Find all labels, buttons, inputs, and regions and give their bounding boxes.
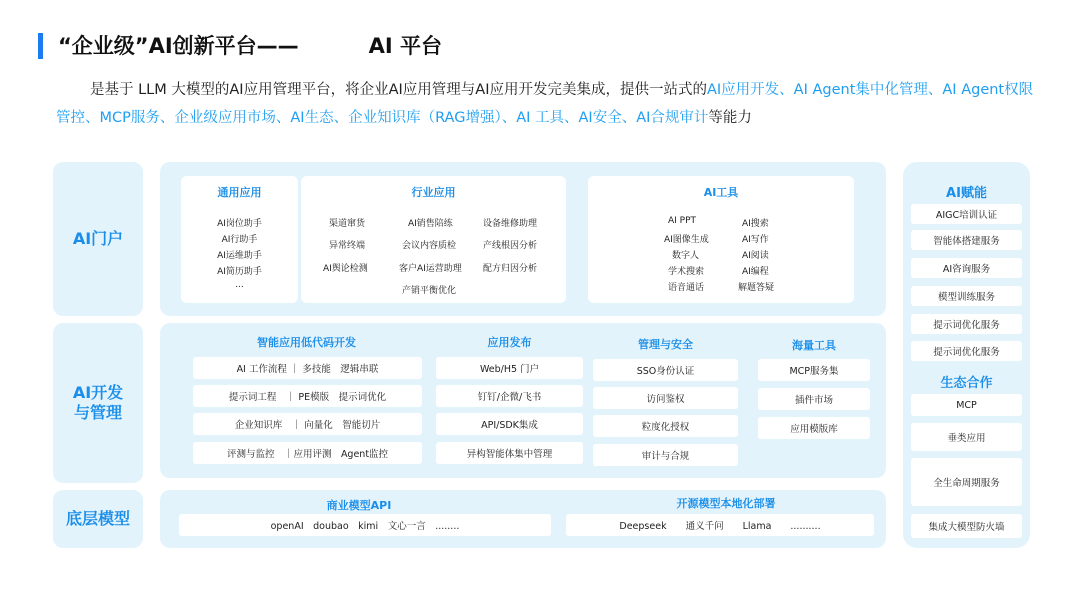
ai-tool-item: 解题答疑 <box>738 283 775 293</box>
page-title <box>58 30 442 60</box>
lowcode-item: 提示词工程 ｜ PE模版 提示词优化 <box>193 385 422 407</box>
industry-app-item: 异常终端 <box>329 241 366 251</box>
eco-item: MCP <box>911 394 1022 416</box>
intro-paragraph <box>56 76 1046 132</box>
lowcode-item: AI 工作流程 ｜ 多技能 逻辑串联 <box>193 357 422 379</box>
publish-item: API/SDK集成 <box>436 413 583 435</box>
dev-panel <box>160 323 886 478</box>
industry-app-item: AI销售陪练 <box>408 219 453 229</box>
tools-item: 插件市场 <box>758 388 870 410</box>
eco-item: 集成大模型防火墙 <box>911 514 1022 538</box>
general-apps-card <box>181 176 298 303</box>
security-item: SSO身份认证 <box>593 359 738 381</box>
row-label-portal-text: AI门户 <box>72 229 124 248</box>
ai-tool-item: AI阅读 <box>742 251 769 261</box>
ai-tool-item: AI图像生成 <box>664 235 709 245</box>
industry-app-item: 产线根因分析 <box>483 241 538 251</box>
lowcode-title: 智能应用低代码开发 <box>257 336 356 349</box>
general-apps-title: 通用应用 <box>217 186 262 199</box>
ai-tool-item: AI写作 <box>742 235 769 245</box>
ai-tool-item: 学术搜索 <box>668 267 705 277</box>
general-app-item: AI行助手 <box>221 235 258 245</box>
industry-app-item: 设备维修助理 <box>483 219 538 229</box>
publish-item: 钉钉/企微/飞书 <box>436 385 583 407</box>
industry-apps-card <box>301 176 566 303</box>
opensource-model-list: Deepseek 通义千问 Llama .......... <box>566 514 874 536</box>
security-item: 粒度化授权 <box>593 415 738 437</box>
industry-app-item: 会议内容质检 <box>402 241 457 251</box>
tools-title: 海量工具 <box>792 339 836 352</box>
tools-item: 应用模版库 <box>758 417 870 439</box>
enable-item: 提示词优化服务 <box>911 314 1022 334</box>
intro-text-2: 等能力 <box>708 110 752 126</box>
ai-tool-item: AI PPT <box>668 216 697 226</box>
enable-title: AI赋能 <box>946 186 987 201</box>
ai-tools-title: AI工具 <box>703 186 739 199</box>
lowcode-item: 企业知识库 ｜ 向量化 智能切片 <box>193 413 422 435</box>
title-accent-bar <box>38 33 43 59</box>
row-label-model-text: 底层模型 <box>65 509 130 528</box>
publish-item: 异构智能体集中管理 <box>436 442 583 464</box>
model-panel <box>160 490 886 548</box>
side-panel <box>903 162 1030 548</box>
general-app-item: ... <box>235 280 244 290</box>
general-app-item: AI运维助手 <box>217 251 262 261</box>
intro-text-1: 是基于 LLM 大模型的AI应用管理平台，将企业AI应用管理与AI应用开发完美集成，提供一站式的 <box>90 82 707 98</box>
eco-title: 生态合作 <box>940 376 993 391</box>
lowcode-item: 评测与监控 ｜应用评测 Agent监控 <box>193 442 422 464</box>
ai-tools-card <box>588 176 854 303</box>
eco-item: 全生命周期服务 <box>911 458 1022 506</box>
eco-item: 垂类应用 <box>911 423 1022 451</box>
commercial-model-title: 商业模型API <box>326 499 392 512</box>
enable-item: 提示词优化服务 <box>911 341 1022 361</box>
row-label-portal <box>53 162 143 316</box>
general-app-item: AI岗位助手 <box>217 219 262 229</box>
row-label-dev <box>53 323 143 483</box>
industry-app-item: AI舆论检测 <box>323 264 368 274</box>
ai-tool-item: AI搜索 <box>742 219 769 229</box>
row-label-dev-text: AI开发 与管理 <box>72 383 124 422</box>
ai-tool-item: 数字人 <box>672 251 700 261</box>
industry-app-item: 客户AI运营助理 <box>399 264 462 274</box>
ai-tool-item: AI编程 <box>742 267 769 277</box>
publish-title: 应用发布 <box>487 336 532 349</box>
title-main: “企业级”AI创新平台—— <box>58 34 299 58</box>
row-label-model <box>53 490 143 548</box>
enable-item: AI咨询服务 <box>911 258 1022 278</box>
intro-highlight: AI应用开发、AI Agent集中化管理、AI Agent权限管控、MCP服务、企业级应用市场、AI生态、企业知识库（RAG增强）、AI 工具、AI安全、AI合规审计 <box>56 82 1034 126</box>
industry-app-item: 渠道窜货 <box>329 219 366 229</box>
title-platform: AI 平台 <box>368 34 443 58</box>
industry-app-item: 配方归因分析 <box>483 264 538 274</box>
security-title: 管理与安全 <box>638 338 693 351</box>
enable-item: 智能体搭建服务 <box>911 230 1022 250</box>
commercial-model-list: openAI doubao kimi 文心一言 ........ <box>179 514 551 536</box>
ai-tool-item: 语音通话 <box>668 283 705 293</box>
opensource-model-title: 开源模型本地化部署 <box>676 497 776 510</box>
general-app-item: AI简历助手 <box>217 267 262 277</box>
publish-item: Web/H5 门户 <box>436 357 583 379</box>
security-item: 访问鉴权 <box>593 387 738 409</box>
tools-item: MCP服务集 <box>758 359 870 381</box>
portal-panel <box>160 162 886 316</box>
security-item: 审计与合规 <box>593 444 738 466</box>
enable-item: AIGC培训认证 <box>911 204 1022 224</box>
enable-item: 模型训练服务 <box>911 286 1022 306</box>
industry-app-item: 产销平衡优化 <box>402 286 457 296</box>
industry-apps-title: 行业应用 <box>411 186 456 199</box>
